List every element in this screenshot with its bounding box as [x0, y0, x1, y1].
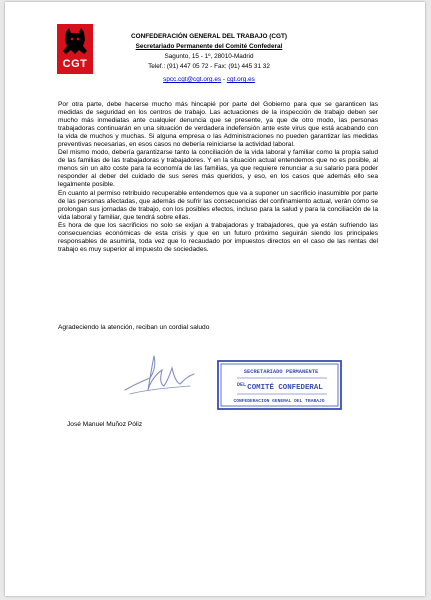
- link-separator: -: [221, 76, 227, 83]
- svg-text:SECRETARIADO PERMANENTE: SECRETARIADO PERMANENTE: [243, 369, 319, 375]
- email-link[interactable]: spcc.cgt@cgt.org.es: [163, 76, 222, 83]
- paragraph: Del mismo modo, debería garantizarse tanto la conciliación de la vida laboral y familiar como la propia salud de las familias de las trabajadoras y trabajadores. Y en la situación actual entendemos que no es posible, al menos sin un alto coste para la economía de las familias, ya que requiere renunciar a su salario para poder responder al deber del cuidado de sus seres más queridos, y eso, en los casos que además ello sea legalmente posible.: [58, 149, 378, 189]
- closing-line: Agradeciendo la atención, reciban un cordial saludo: [58, 324, 210, 331]
- contact-links: [109, 75, 309, 85]
- svg-text:COMITÉ CONFEDERAL: COMITÉ CONFEDERAL: [247, 384, 323, 392]
- logo-text: CGT: [62, 58, 88, 70]
- official-stamp: [217, 360, 342, 410]
- cgt-logo: [57, 24, 93, 74]
- handwritten-signature: [120, 352, 200, 402]
- letterhead: [109, 32, 309, 85]
- org-name: CONFEDERACIÓN GENERAL DEL TRABAJO (CGT): [131, 33, 287, 40]
- paragraph: Por otra parte, debe hacerse mucho más hincapié por parte del Gobierno para que se garanticen las medidas de seguridad en los centros de trabajo. Las actuaciones de la inspección de trabajo deben ser mucho más inmediatas ante cualquier denuncia que se presente, ya que de otro modo, las personas trabajadoras continuarán en una situación de verdadera indefensión ante este virus que está acabando con la vida de muchos y muchas. Si alguna empresa o las Administraciones no pueden garantizar las medidas preventivas necesarias, en esos casos no debería reiniciarse la actividad laboral.: [58, 101, 378, 149]
- address: Sagunto, 15 - 1º, 28010-Madrid: [164, 53, 254, 60]
- svg-text:CONFEDERACION GENERAL DEL TRAB: CONFEDERACION GENERAL DEL TRABAJO: [233, 399, 325, 404]
- svg-text:DEL: DEL: [237, 382, 247, 388]
- document-page: [5, 2, 425, 596]
- secretariat-name: Secretariado Permanente del Comité Confederal: [135, 43, 283, 50]
- paragraph: Es hora de que los sacrificios no solo se exijan a trabajadoras y trabajadores, que ya están sufriendo las consecuencias económicas de esta crisis y que en un futuro próximo seguirán siendo los principales responsables de asumirla, toda vez que lo recaudado por impuestos directos en el caso de las rentas del trabajo es muy superior al impuesto de sociedades.: [58, 221, 378, 253]
- letter-body: [58, 101, 378, 254]
- paragraph: En cuanto al permiso retribuido recuperable entendemos que va a suponer un sacrificio inasumible por parte de las personas afectadas, que además de sufrir las consecuencias del confinamiento actual, verán cómo se prolongan sus jornadas de trabajo, con los posibles efectos, incluso para la salud y para la conciliación de la vida laboral y familiar, que tendrá sobre ellas.: [58, 189, 378, 221]
- signer-name: José Manuel Muñoz Póliz: [67, 421, 143, 428]
- phone-fax: Telef.: (91) 447 05 72 - Fax: (91) 445 31 32: [148, 63, 270, 70]
- website-link[interactable]: cgt.org.es: [226, 76, 255, 83]
